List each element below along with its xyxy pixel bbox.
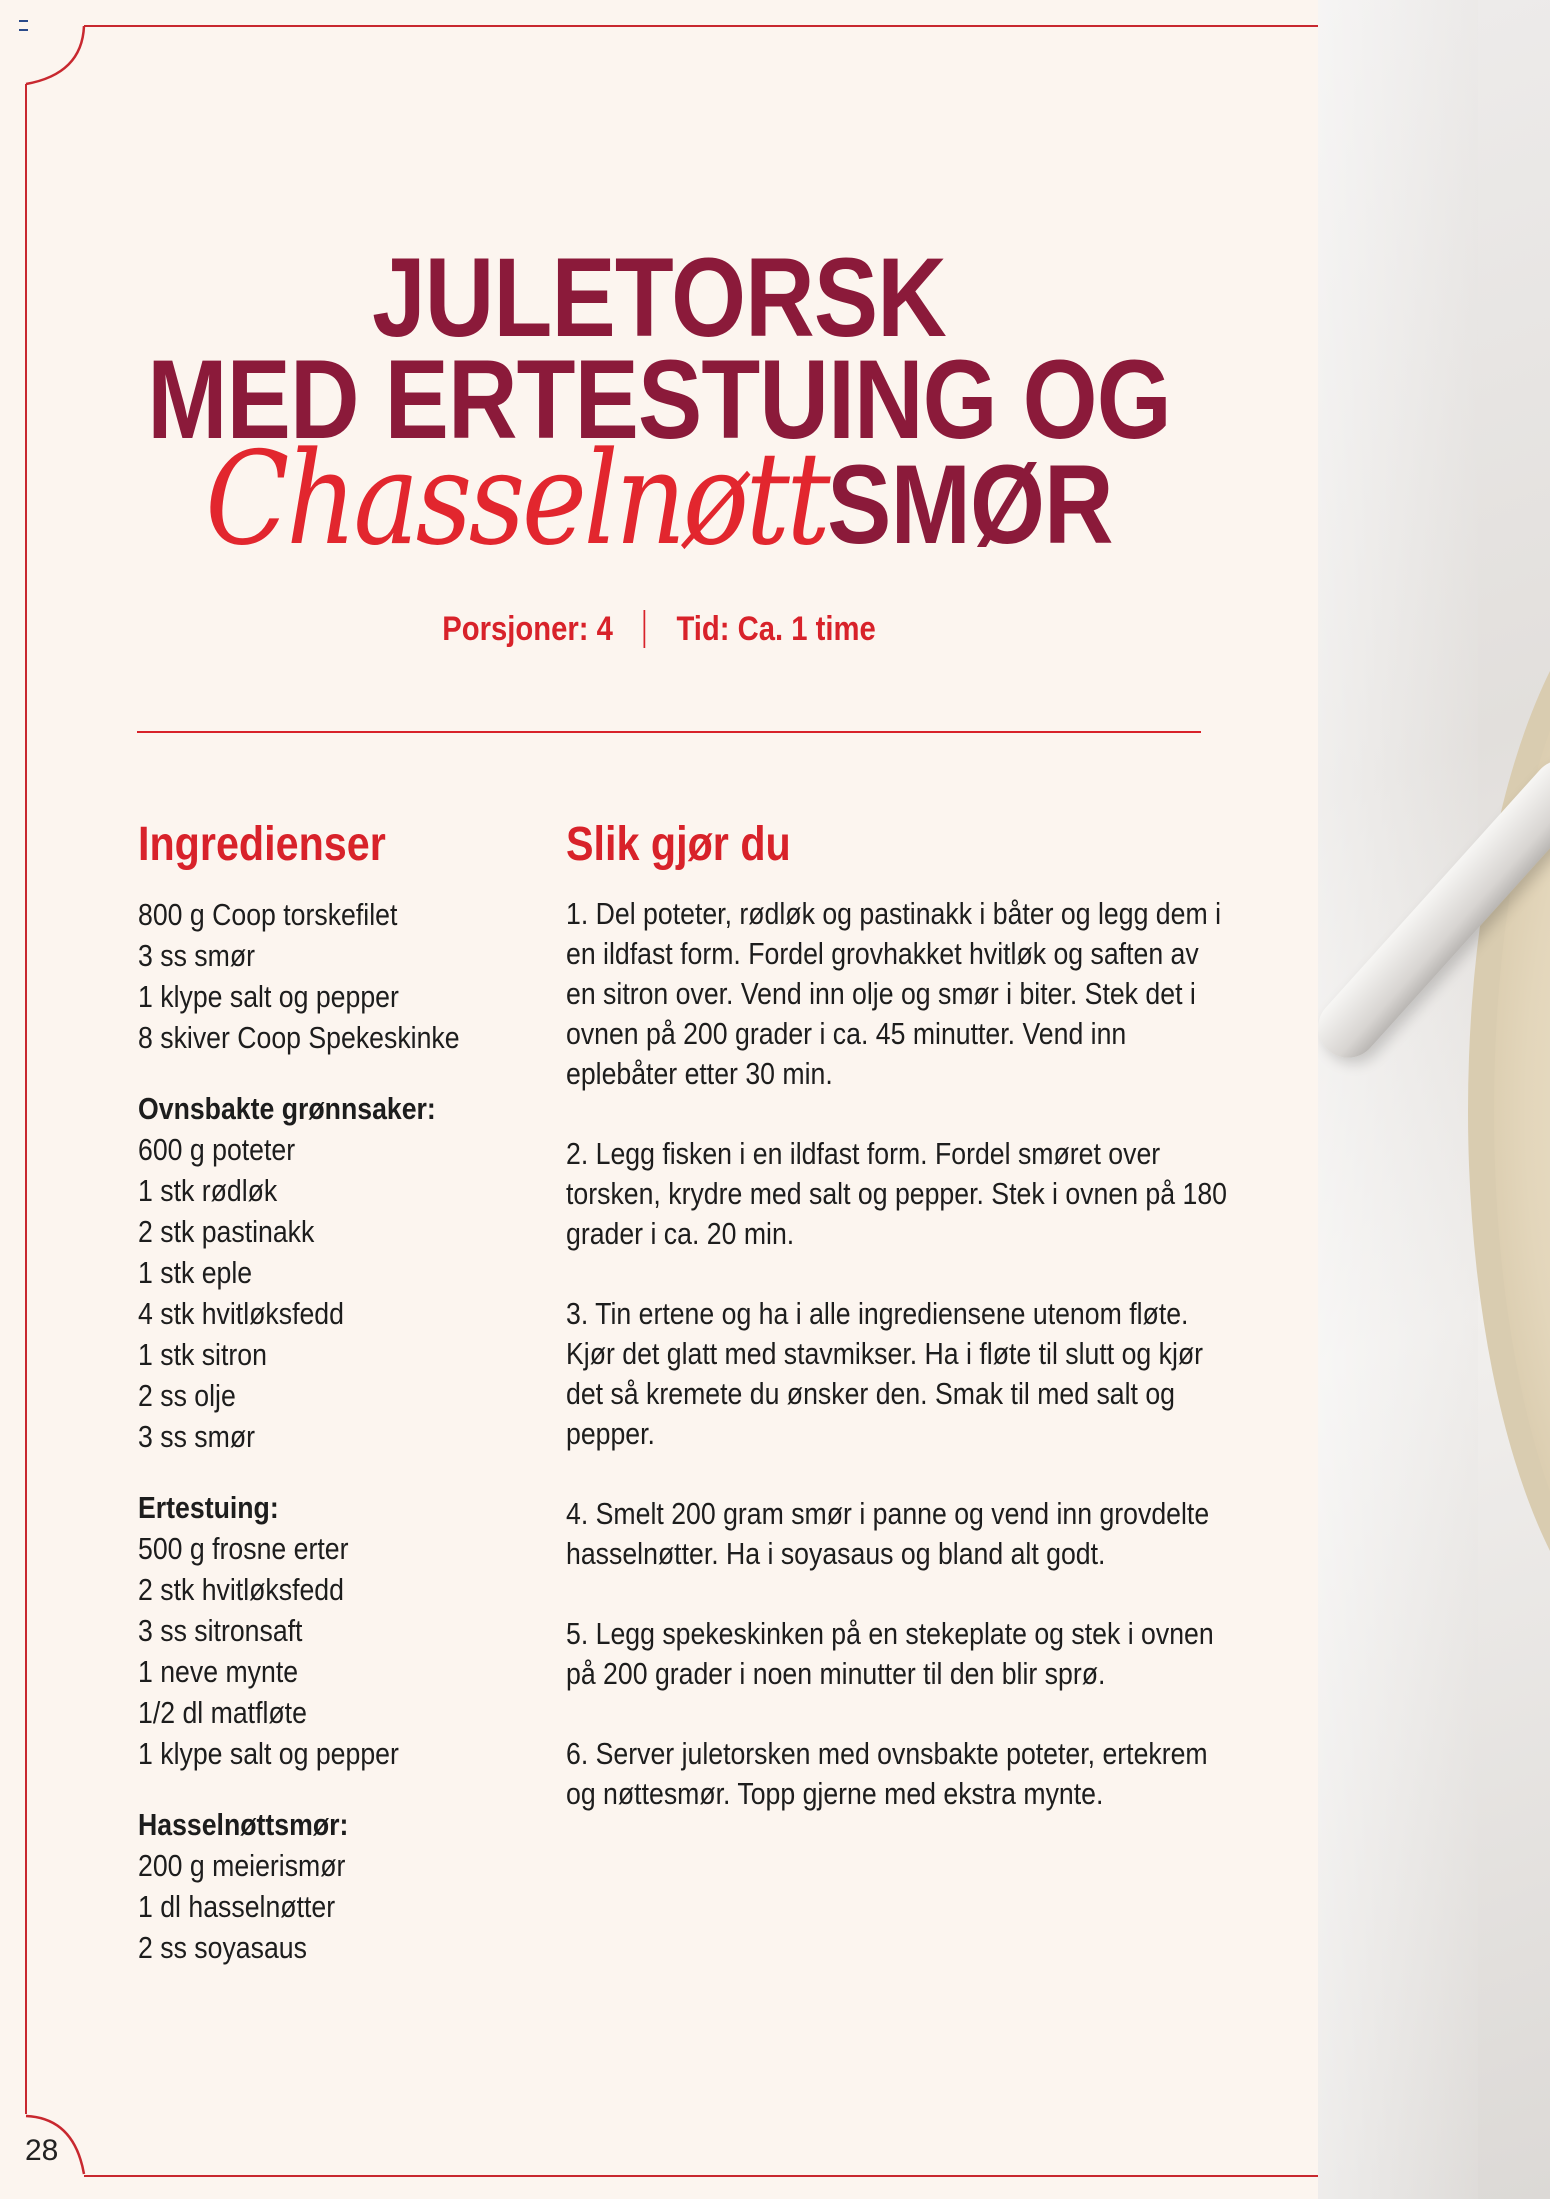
ingredient-group-title: Ertestuing: — [138, 1490, 279, 1525]
food-photo — [1318, 0, 1550, 2199]
page-number: 28 — [25, 2134, 59, 2167]
ingredient-item: 2 stk hvitløksfedd — [138, 1572, 344, 1607]
ingredients-list — [138, 894, 558, 1968]
recipe-title-line-2: MED ERTESTUING OG — [147, 337, 1171, 462]
ingredient-item: 1/2 dl matfløte — [138, 1695, 307, 1730]
ingredient-item: 1 klype salt og pepper — [138, 1736, 399, 1771]
ingredient-item: 1 klype salt og pepper — [138, 979, 399, 1014]
plate-image — [1468, 560, 1550, 1662]
ingredient-item: 800 g Coop torskefilet — [138, 897, 398, 932]
method-step: 4. Smelt 200 gram smør i panne og vend inn grovdelte hasselnøtter. Ha i soyasaus og bland alt godt. — [566, 1496, 1210, 1571]
method-steps — [566, 894, 1226, 1854]
ingredient-item: 1 stk rødløk — [138, 1173, 278, 1208]
ingredient-item: 1 stk sitron — [138, 1337, 267, 1372]
ingredient-item: 8 skiver Coop Spekeskinke — [138, 1020, 460, 1055]
ingredient-item: 3 ss sitronsaft — [138, 1613, 303, 1648]
ingredient-group-title: Hasselnøttsmør: — [138, 1807, 349, 1842]
ingredient-item: 2 stk pastinakk — [138, 1214, 315, 1249]
recipe-title-script-word: Chasselnøtt — [205, 425, 828, 574]
napkin-cloth — [1318, 0, 1478, 2199]
method-step: 2. Legg fisken i en ildfast form. Fordel smøret over torsken, krydre med salt og pepper. Stek i ovnen på 180 grader i ca. 20 min. — [566, 1136, 1227, 1251]
method-step: 1. Del poteter, rødløk og pastinakk i båter og legg dem i en ildfast form. Fordel grovhakket hvitløk og saften av en sitron over. Vend inn olje og smør i biter. Stek det i ovnen på 200 grader i ca. 45 minutter. Vend inn eplebåter etter 30 min. — [566, 896, 1221, 1091]
ingredient-item: 3 ss smør — [138, 1419, 256, 1454]
ingredient-item: 2 ss olje — [138, 1378, 236, 1413]
ingredient-item: 200 g meierismør — [138, 1848, 346, 1883]
meta-separator — [644, 610, 646, 648]
ingredients-heading: Ingredienser — [138, 818, 386, 871]
recipe-title-line-3 — [92, 425, 1225, 574]
ingredient-item: 1 neve mynte — [138, 1654, 299, 1689]
method-step: 6. Server juletorsken med ovnsbakte poteter, ertekrem og nøttesmør. Topp gjerne med ekstra mynte. — [566, 1736, 1208, 1811]
ingredient-item: 3 ss smør — [138, 938, 256, 973]
ingredient-item: 2 ss soyasaus — [138, 1930, 307, 1965]
frame-top-line — [84, 25, 1318, 27]
servings-label: Porsjoner: 4 — [442, 610, 613, 648]
frame-left-line — [25, 84, 27, 2114]
method-heading: Slik gjør du — [566, 818, 791, 871]
method-step: 5. Legg spekeskinken på en stekeplate og stek i ovnen på 200 grader i noen minutter til den blir sprø. — [566, 1616, 1214, 1691]
time-label: Tid: Ca. 1 time — [676, 610, 876, 648]
ingredient-item: 1 dl hasselnøtter — [138, 1889, 336, 1924]
recipe-meta — [92, 610, 1225, 649]
recipe-title-smor: SMØR — [827, 442, 1113, 567]
ingredient-item: 600 g poteter — [138, 1132, 296, 1167]
recipe-title-line-1: JULETORSK — [372, 235, 946, 360]
ingredient-group-title: Ovnsbakte grønnsaker: — [138, 1091, 436, 1126]
ingredient-item: 500 g frosne erter — [138, 1531, 349, 1566]
frame-bottom-line — [84, 2175, 1318, 2177]
divider-rule — [137, 731, 1201, 733]
method-step: 3. Tin ertene og ha i alle ingrediensene utenom fløte. Kjør det glatt med stavmikser. Ha i fløte til slutt og kjør det så kremete du ønsker den. Smak til med salt og pepper. — [566, 1296, 1204, 1451]
ingredient-item: 1 stk eple — [138, 1255, 253, 1290]
ingredient-item: 4 stk hvitløksfedd — [138, 1296, 344, 1331]
frame-corner-top-left-icon — [20, 20, 90, 90]
